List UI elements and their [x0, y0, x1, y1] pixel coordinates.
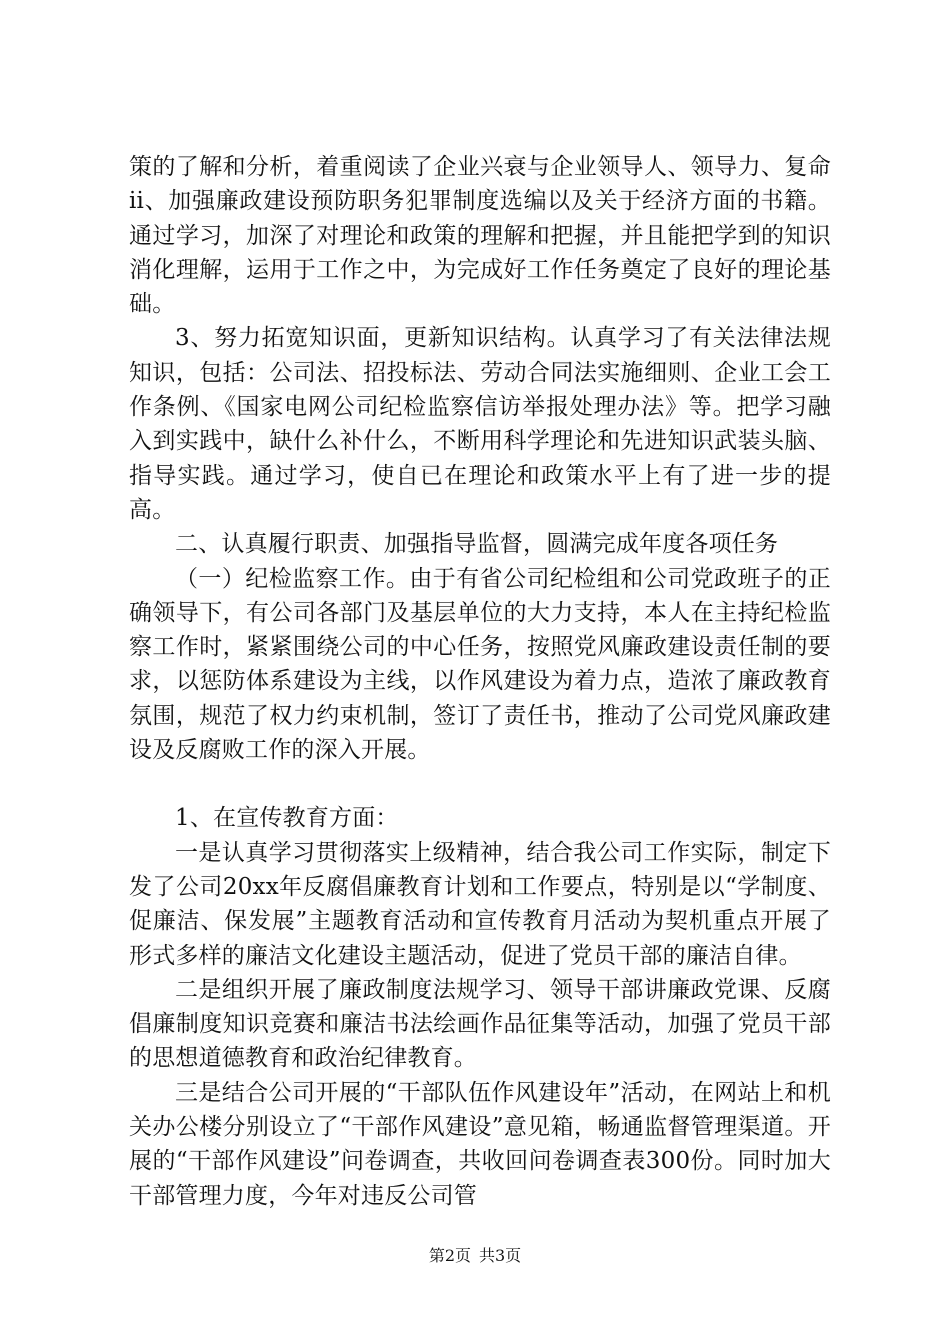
paragraph-point-two: 二是组织开展了廉政制度法规学习、领导干部讲廉政党课、反腐倡廉制度知识竞赛和廉洁书法绘画作品征集等活动，加强了党员干部的思想道德教育和政治纪律教育。: [129, 976, 831, 1072]
paragraph-knowledge-structure: 3、努力拓宽知识面，更新知识结构。认真学习了有关法律法规知识，包括：公司法、招投标法、劳动合同法实施细则、企业工会工作条例、《国家电网公司纪检监察信访举报处理办法》等。把学习融入到实践中，缺什么补什么，不断用科学理论和先进知识武装头脑、指导实践。通过学习，使自已在理论和政策水平上有了进一步的提高。: [129, 325, 831, 523]
paragraph-point-three: 三是结合公司开展的“干部队伍作风建设年”活动，在网站上和机关办公楼分别设立了“干部作风建设”意见箱，畅通监督管理渠道。开展的“干部作风建设”问卷调查，共收回问卷调查表300份。同时加大干部管理力度，今年对违反公司管: [129, 1079, 831, 1209]
subheading-publicity-education: 1、在宣传教育方面：: [175, 805, 399, 832]
page-footer: [0, 1246, 950, 1266]
page-number: 第2页: [428, 1246, 471, 1265]
section-heading-duties: 二、认真履行职责、加强指导监督，圆满完成年度各项任务: [175, 531, 779, 558]
paragraph-discipline-inspection: （一）纪检监察工作。由于有省公司纪检组和公司党政班子的正确领导下，有公司各部门及基层单位的大力支持，本人在主持纪检监察工作时，紧紧围绕公司的中心任务，按照党风廉政建设责任制的要求，以惩防体系建设为主线，以作风建设为着力点，造浓了廉政教育氛围，规范了权力约束机制，签订了责任书，推动了公司党风廉政建设及反腐败工作的深入开展。: [129, 565, 831, 764]
page-total: 共3页: [479, 1246, 522, 1265]
document-body: [129, 150, 831, 1213]
paragraph-point-one: 一是认真学习贯彻落实上级精神，结合我公司工作实际，制定下发了公司20xx年反腐倡廉教育计划和工作要点，特别是以“学制度、促廉洁、保发展”主题教育活动和宣传教育月活动为契机重点开展了形式多样的廉洁文化建设主题活动，促进了党员干部的廉洁自律。: [129, 839, 831, 969]
paragraph-continuation: 策的了解和分析，着重阅读了企业兴衰与企业领导人、领导力、复命ii、加强廉政建设预防职务犯罪制度选编以及关于经济方面的书籍。通过学习，加深了对理论和政策的理解和把握，并且能把学到的知识消化理解，运用于工作之中，为完成好工作任务奠定了良好的理论基础。: [129, 154, 831, 318]
